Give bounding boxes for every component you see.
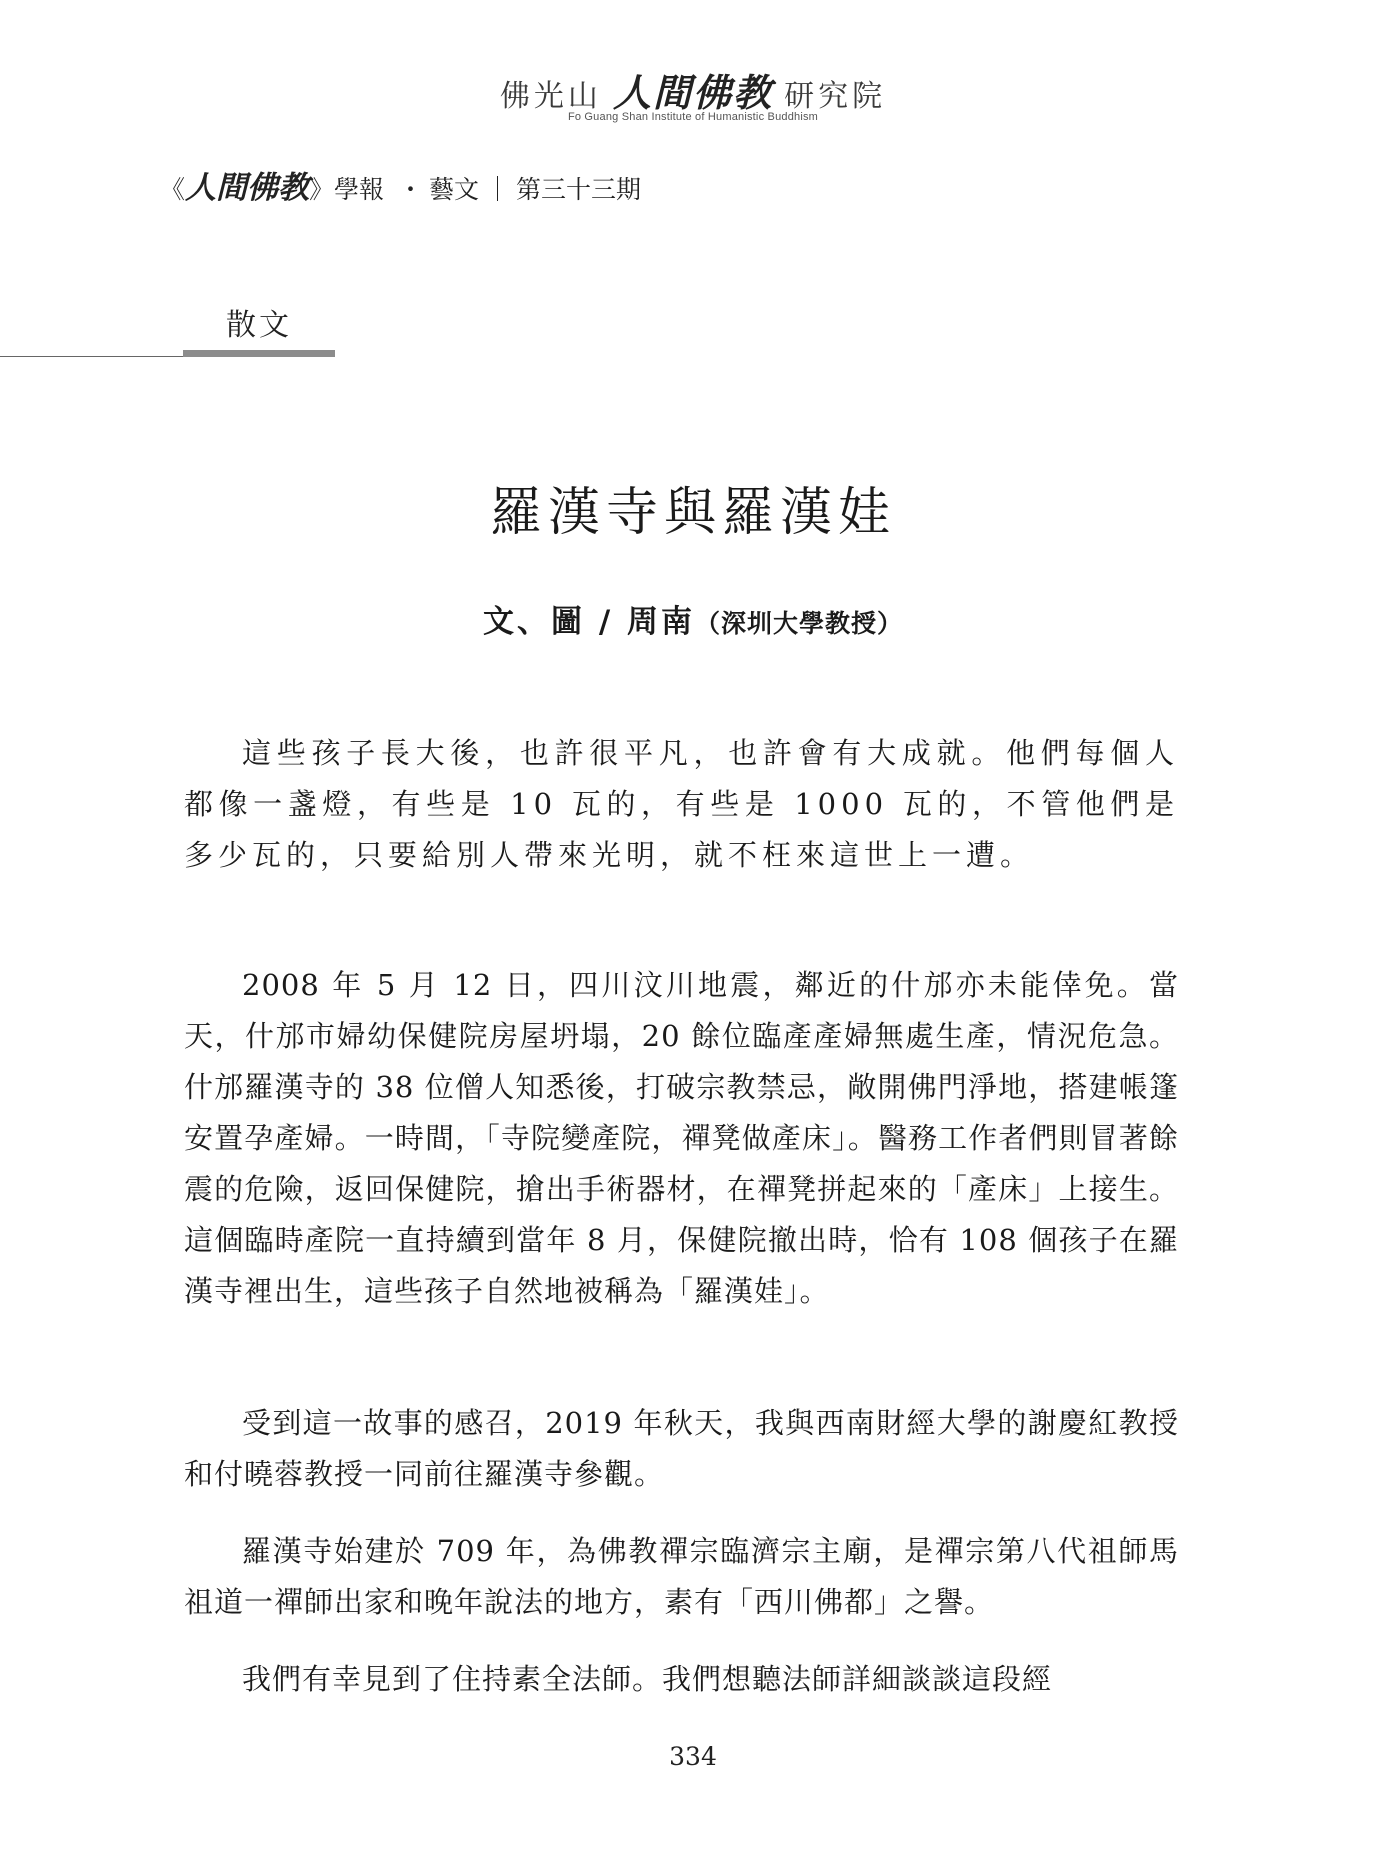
journal-issue: 第三十三期 (516, 175, 642, 204)
section-label: 散文 (226, 308, 292, 343)
institute-brand-logo: 人間佛教 (612, 70, 773, 115)
body-paragraph-2: 受到這一故事的感召，2019 年秋天，我與西南財經大學的謝慶紅教授和付曉蓉教授一同前往羅漢寺參觀。 (184, 1406, 1179, 1491)
article-title: 羅漢寺與羅漢娃 (489, 483, 896, 543)
article-byline (0, 596, 1386, 641)
epigraph-quote: 這些孩子長大後，也許很平凡，也許會有大成就。他們每個人都像一盞燈，有些是 10 瓦的，有些是 1000 瓦的，不管他們是多少瓦的，只要給別人帶來光明，就不枉來這世上一遭。 (184, 736, 1179, 872)
institute-suffix: 研究院 (784, 79, 887, 114)
journal-brand-logo: 人間佛教 (185, 170, 310, 206)
institute-prefix: 佛光山 (499, 79, 602, 114)
journal-name: 學報 (334, 175, 385, 204)
journal-running-head (160, 162, 641, 207)
journal-close-bracket: 》 (309, 175, 335, 204)
institute-english-name: Fo Guang Shan Institute of Humanistic Buddhism (567, 111, 819, 123)
section-rule-thick (183, 350, 335, 357)
body-paragraph-4: 我們有幸見到了住持素全法師。我們想聽法師詳細談談這段經 (242, 1662, 1053, 1696)
author-affiliation: （深圳大學教授） (694, 609, 903, 638)
journal-open-bracket: 《 (160, 175, 186, 204)
institute-header (0, 62, 1386, 117)
author-credit: 文、圖 / 周南 (483, 604, 695, 640)
journal-divider: ｜ (485, 175, 511, 204)
body-paragraph-3: 羅漢寺始建於 709 年，為佛教禪宗臨濟宗主廟，是禪宗第八代祖師馬祖道一禪師出家和晚年說法的地方，素有「西川佛都」之譽。 (184, 1534, 1179, 1619)
journal-section: 藝文 (429, 175, 480, 204)
journal-dot: ・ (398, 175, 424, 204)
page-number: 334 (669, 1742, 717, 1771)
body-paragraph-1: 2008 年 5 月 12 日，四川汶川地震，鄰近的什邡亦未能倖免。當天，什邡市婦幼保健院房屋坍塌，20 餘位臨產產婦無處生產，情況危急。什邡羅漢寺的 38 位僧人知悉後，打破宗教禁忌，敞開佛門淨地，搭建帳篷安置孕產婦。一時間，「寺院變產院，禪凳做產床」。醫務工作者們則冒著餘震的危險，返回保健院，搶出手術器材，在禪凳拼起來的「產床」上接生。這個臨時產院一直持續到當年 8 月，保健院撤出時，恰有 108 個孩子在羅漢寺裡出生，這些孩子自然地被稱為「羅漢娃」。 (184, 968, 1179, 1308)
